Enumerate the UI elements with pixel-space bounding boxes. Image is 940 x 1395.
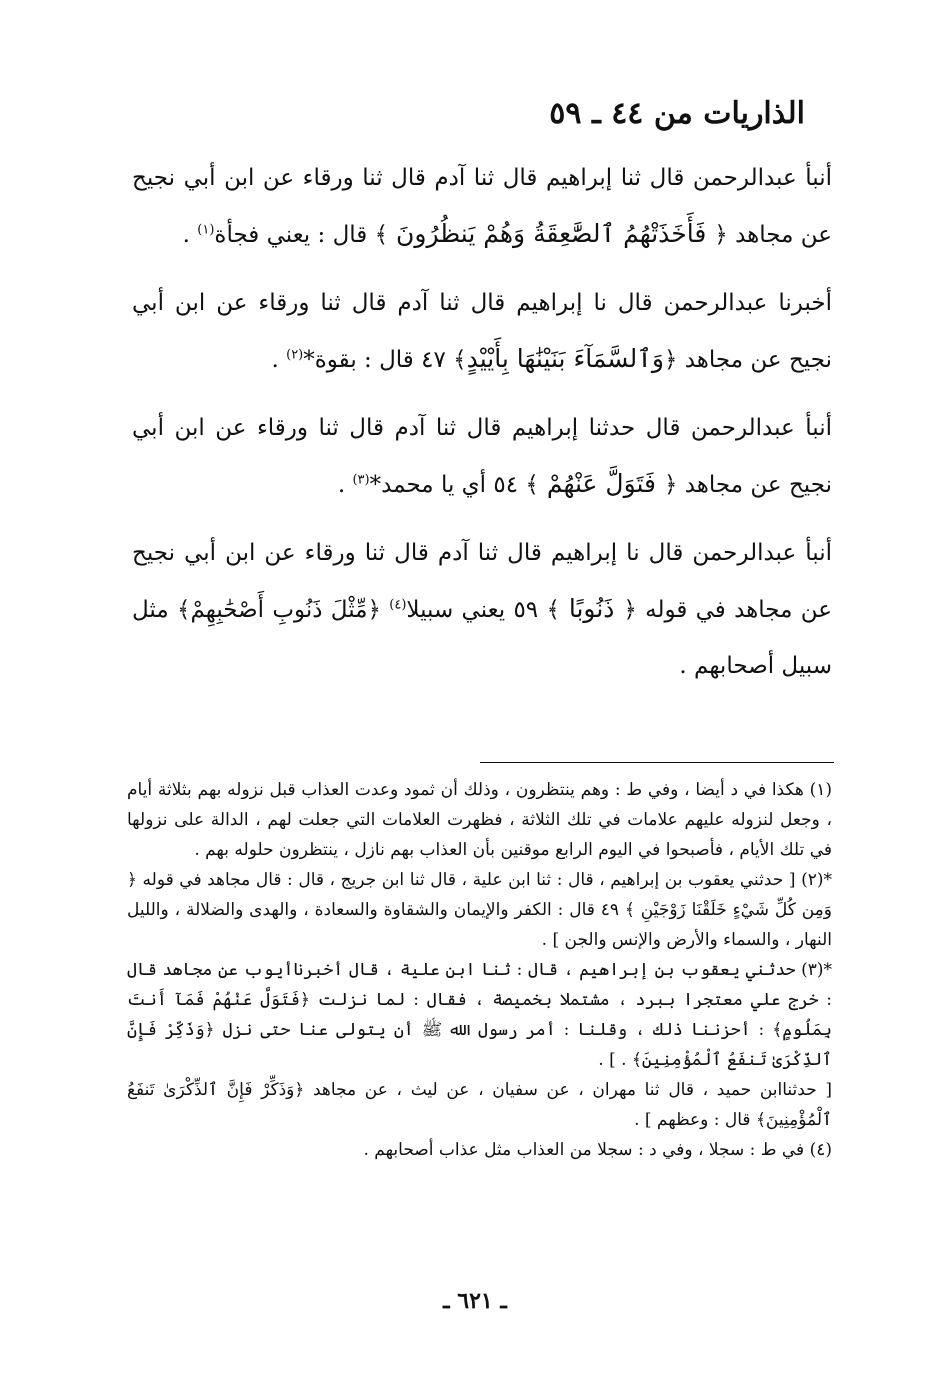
footnote-ref: (٢) [286, 347, 304, 363]
paragraph-text: ﴾ ٤٧ قال : بقوة* [303, 347, 467, 373]
quran-verse: فَتَوَلَّ عَنْهُمْ [538, 469, 664, 498]
paragraph-text: ﴾ قال : يعني فجأة [214, 222, 389, 248]
footnote-4: (٤) في ط : سجلا ، وفي د : سجلا من العذاب مثل عذاب أصحابهم . [363, 1140, 832, 1160]
footnote-divider [480, 762, 834, 763]
paragraph-1 [132, 150, 832, 263]
paragraph-text: . [182, 222, 198, 248]
page-header-title: الذاريات من ٤٤ ـ ٥٩ [549, 96, 805, 131]
paragraph-text: . [271, 347, 287, 373]
footnote-2: *(٢) [ حدثني يعقوب بن إبراهيم ، قال : ثنا ابن علية ، قال ثنا ابن جريج ، قال : قال مجاهد في قوله ﴿ وَمِن كُلِّ شَيْءٍ خَلَقْنَا زَوْجَيْنِ ﴾ ٤٩ قال : الكفر والإيمان والشقاوة والسعادة ، والهدى والضلالة ، والليل النهار ، والسماء والأرض والإنس والجن ] . [127, 870, 832, 950]
footnote-ref: (١) [197, 222, 215, 238]
quran-verse: وَٱلسَّمَآءَ بَنَيْنَٰهَا بِأَيْيْدٍ [466, 344, 664, 373]
footnote-3-continued: [ حدثناابن حميد ، قال ثنا مهران ، عن سفيان ، عن ليث ، عن مجاهد ﴿وَذَكِّرْ فَإِنَّ ٱلذِّكْرَىٰ تَنفَعُ ٱلْمُؤْمِنِينَ﴾ قال : وعظهم ] . [127, 1080, 832, 1130]
main-text [132, 150, 832, 706]
footnote-3: *(٣) حدثني يعقوب بن إبراهيم ، قال : ثنا ابن علية ، قال أخبرناأيوب عن مجاهد قال : خرج علي معتجرا ببرد ، مشتملا بخميصة ، فقال : لما نزلت ﴿فَتَوَلَّ عَنْهُمْ فَمَآ أَنتَ بِمَلُومٍ﴾ : أحزننا ذلك ، وقلنا : أمر رسول الله ﷺ أن يتولى عنا حتى نزل ﴿وَذَكِّرْ فَإِنَّ ٱلذِّكْرَىٰ تَنفَعُ ٱلْمُؤْمِنِينَ﴾ . ] . [127, 960, 832, 1070]
paragraph-text: أنبأ عبدالرحمن قال حدثنا إبراهيم قال ثنا آدم قال ثنا ورقاء عن ابن أبي نجيح عن مجاهد ﴿ [132, 415, 832, 498]
footnote-ref: (٣) [352, 472, 370, 488]
paragraph-text: أنبأ عبدالرحمن قال نا إبراهيم قال ثنا آدم قال ثنا ورقاء عن ابن أبي نجيح عن مجاهد في قوله ﴿ [132, 540, 832, 623]
paragraph-2 [132, 275, 832, 388]
paragraph-text: أخبرنا عبدالرحمن قال نا إبراهيم قال ثنا آدم قال ثنا ورقاء عن ابن أبي نجيح عن مجاهد ﴿ [132, 290, 832, 373]
footnote-1: (١) هكذا في د أيضا ، وفي ط : وهم ينتظرون ، وذلك أن ثمود وعدت العذاب قبل نزوله بهم بثلاثة أيام ، وجعل لنزوله عليهم علامات في تلك الثلاثة ، فظهرت العلامات التي جعلت لهم ، الدالة على نزولها في تلك الأيام ، فأصبحوا في اليوم الرابع موقنين بأن العذاب بهم نازل ، ينتظرون حلوله بهم . [127, 780, 833, 860]
paragraph-text: ﴿مِّثْلَ ذَنُوبِ أَصْحَٰبِهِمْ﴾ مثل سبيل أصحابهم . [132, 597, 832, 679]
quran-verse: ذَنُوبًا [559, 594, 624, 623]
paragraph-4 [132, 525, 832, 694]
paragraph-text: ﴾ ٥٩ يعني سبيلا [406, 597, 560, 623]
paragraph-text: أنبأ عبدالرحمن قال ثنا إبراهيم قال ثنا آدم قال ثنا ورقاء عن ابن أبي نجيح عن مجاهد ﴿ [132, 165, 832, 248]
paragraph-3 [132, 400, 832, 513]
quran-verse: فَأَخَذَتْهُمُ ٱلصَّٰعِقَةُ وَهُمْ يَنظُرُونَ [388, 219, 715, 248]
paragraph-text: ﴾ ٥٤ أي يا محمد* [369, 472, 539, 498]
footnote-ref: (٤) [389, 597, 407, 613]
paragraph-text: . [337, 472, 353, 498]
footnotes [127, 775, 832, 1165]
page-number: ـ ٦٢١ ـ [443, 1288, 507, 1314]
